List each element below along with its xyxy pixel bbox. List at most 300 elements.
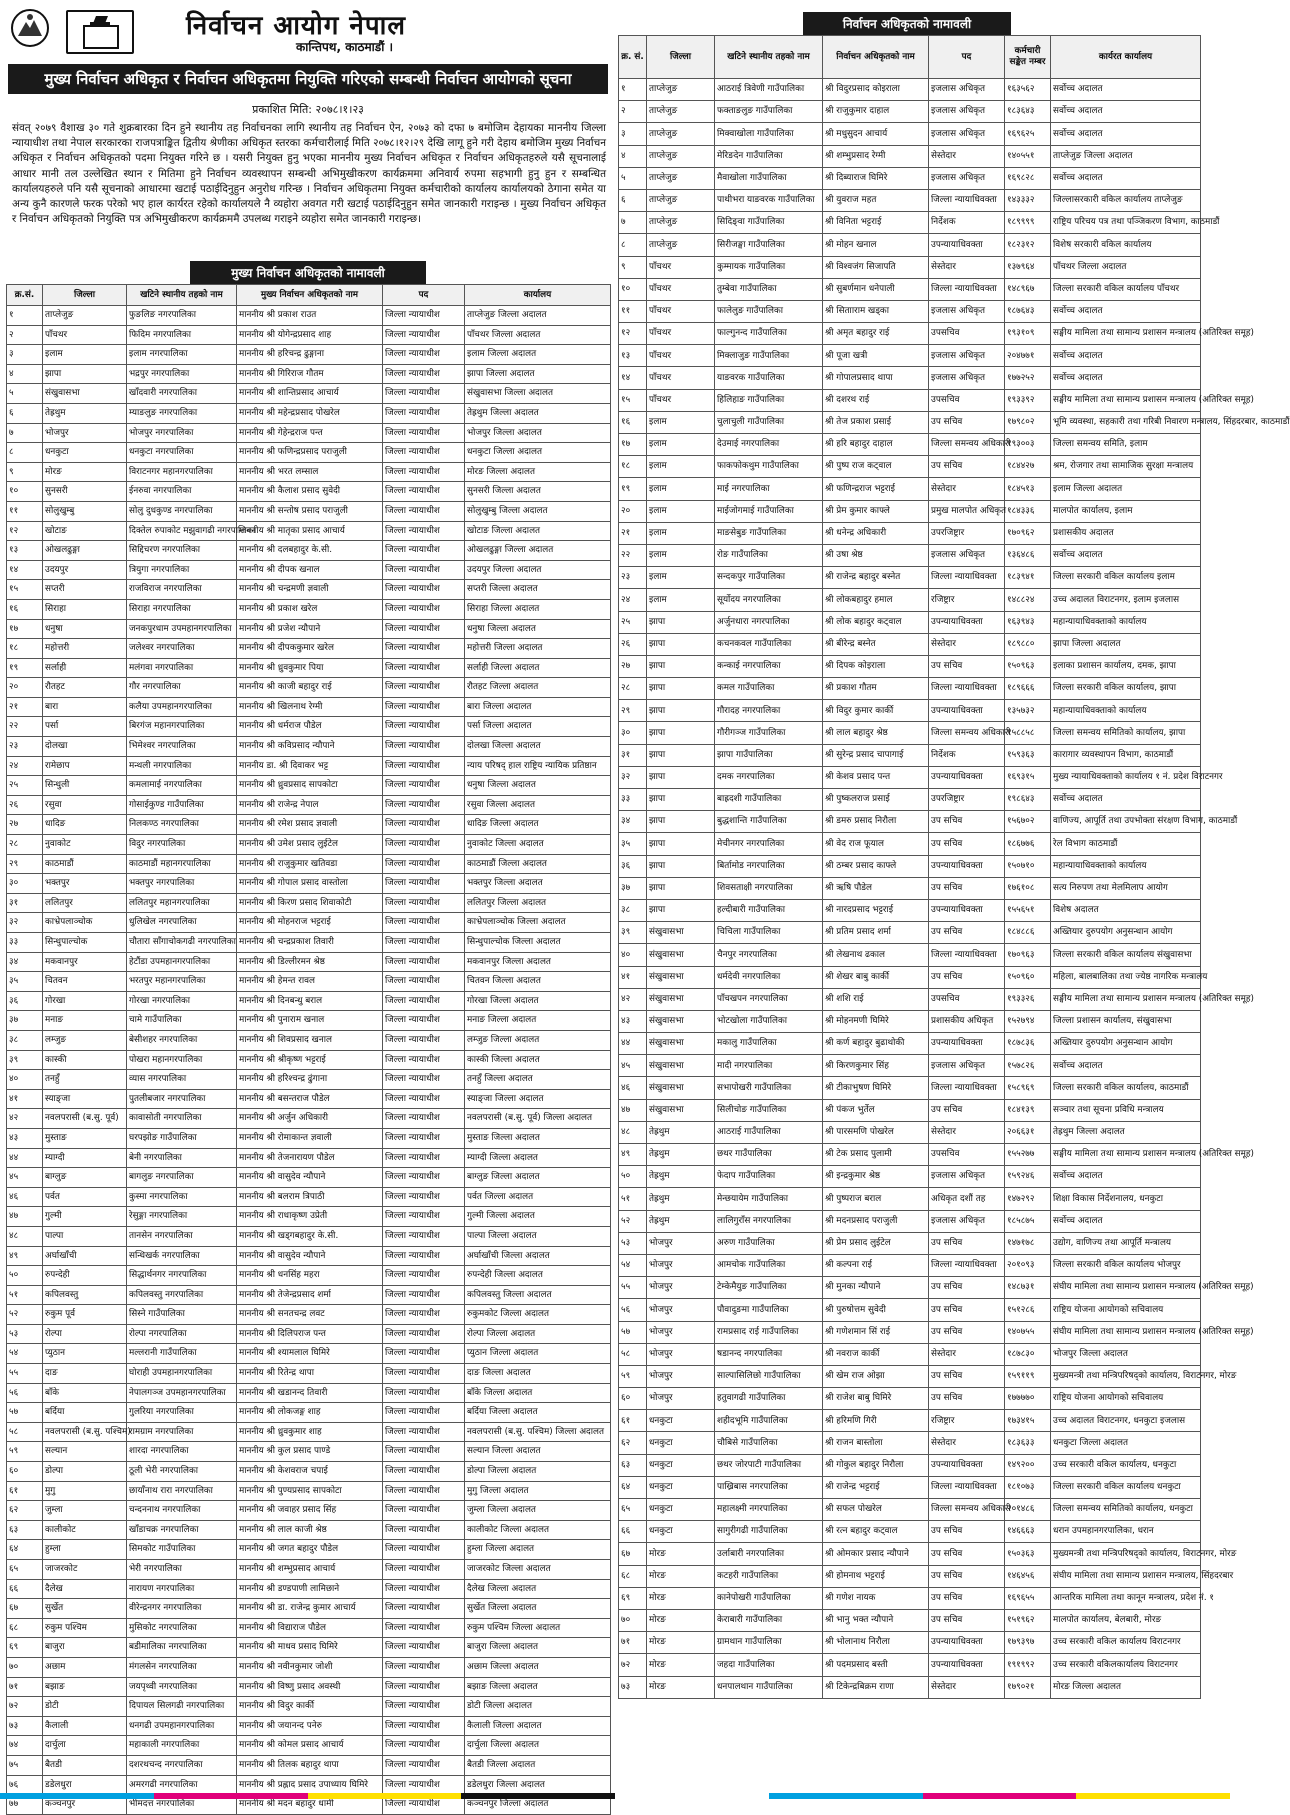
table-cell: इलाम bbox=[43, 345, 127, 365]
table-cell: दैलेख bbox=[43, 1579, 127, 1599]
table-cell: फाकफोकथुम गाउँपालिका bbox=[715, 456, 823, 478]
table-cell: उप सचिव bbox=[929, 1388, 1005, 1410]
table-cell: ४७ bbox=[619, 1099, 647, 1121]
table-cell: माननीय श्री मोहनराज भट्टराई bbox=[237, 913, 383, 933]
table-cell: १८४४२७ bbox=[1005, 456, 1051, 478]
table-row bbox=[619, 345, 1201, 367]
table-cell: श्री टीकाभुषण घिमिरे bbox=[823, 1077, 929, 1099]
table-row bbox=[7, 1657, 611, 1677]
table-cell: झापा bbox=[647, 633, 715, 655]
table-cell: जिल्ला सरकारी वकिल कार्यालय इलाम bbox=[1051, 567, 1201, 589]
table-cell: ३८ bbox=[7, 1030, 43, 1050]
table-cell: १५८९६९ bbox=[1005, 1077, 1051, 1099]
table-cell: सप्तरी bbox=[43, 580, 127, 600]
table-cell: माननीय श्री शिवप्रसाद खनाल bbox=[237, 1030, 383, 1050]
table-row bbox=[7, 1442, 611, 1462]
table-cell: झापा गाउँपालिका bbox=[715, 744, 823, 766]
table-cell: जिल्ला न्यायाधीश bbox=[383, 345, 465, 365]
table-row bbox=[619, 145, 1201, 167]
table-cell: धनुषा bbox=[43, 619, 127, 639]
table-cell: १९८६४३ bbox=[1005, 789, 1051, 811]
table-cell: १६ bbox=[7, 599, 43, 619]
table-cell: दिक्तेल रुपाकोट मझुवागढी नगरपालिका bbox=[127, 521, 237, 541]
table-cell: तनहुँ जिल्ला अदालत bbox=[465, 1070, 611, 1090]
table-cell: श्री मुनका न्यौपाने bbox=[823, 1277, 929, 1299]
table-cell: श्री पंकज भुर्तेल bbox=[823, 1099, 929, 1121]
table-cell: श्री पुरुषोत्तम सुवेदी bbox=[823, 1299, 929, 1321]
table-cell: इलाम bbox=[647, 411, 715, 433]
table-cell: ३२ bbox=[7, 913, 43, 933]
table-cell: काभ्रेपलाञ्चोक जिल्ला अदालत bbox=[465, 913, 611, 933]
table-row bbox=[7, 1305, 611, 1325]
table-cell: ताप्लेजुङ bbox=[647, 189, 715, 211]
table-cell: तुम्बेवा गाउँपालिका bbox=[715, 278, 823, 300]
table-cell: माननीय श्री गोपाल प्रसाद वास्तोला bbox=[237, 874, 383, 894]
table-cell: १३७९६४ bbox=[1005, 256, 1051, 278]
table-cell: श्री उषा श्रेष्ठ bbox=[823, 544, 929, 566]
table-cell: श्री केशव प्रसाद पन्त bbox=[823, 766, 929, 788]
table-cell: ३६ bbox=[619, 855, 647, 877]
table-cell: ठूली भेरी नगरपालिका bbox=[127, 1462, 237, 1482]
table-cell: उपन्यायाधिवक्ता bbox=[929, 855, 1005, 877]
table-cell: जिल्ला न्यायाधीश bbox=[383, 482, 465, 502]
table-cell: सभापोखरी गाउँपालिका bbox=[715, 1077, 823, 1099]
table-cell: २६ bbox=[7, 795, 43, 815]
table-cell: श्री रत्न बहादुर कट्वाल bbox=[823, 1521, 929, 1543]
table-cell: श्री प्रतिम प्रसाद शर्मा bbox=[823, 922, 929, 944]
table-cell: जिल्ला न्यायाधीश bbox=[383, 1364, 465, 1384]
table-cell: जिल्ला न्यायाधीश bbox=[383, 1540, 465, 1560]
org-name: निर्वाचन आयोग नेपाल bbox=[186, 11, 406, 41]
table-cell: भक्तपुर जिल्ला अदालत bbox=[465, 874, 611, 894]
published-date: प्रकाशित मिति: २०७८।१।२३ bbox=[252, 103, 364, 116]
table-row bbox=[7, 1540, 611, 1560]
table-cell: तेह्रथुम bbox=[647, 1166, 715, 1188]
table-cell: ४४ bbox=[7, 1148, 43, 1168]
table-cell: ६४ bbox=[619, 1476, 647, 1498]
table-cell: जिल्ला न्यायाधीश bbox=[383, 991, 465, 1011]
table-cell: उप सचिव bbox=[929, 1299, 1005, 1321]
table-cell: ५२ bbox=[619, 1210, 647, 1232]
header bbox=[6, 4, 610, 60]
table-cell: पाँचथर bbox=[647, 345, 715, 367]
table-cell: जिल्ला न्यायाधीश bbox=[383, 737, 465, 757]
table-cell: माननीय श्री लाल काजी श्रेष्ठ bbox=[237, 1520, 383, 1540]
table-cell: फाल्गुनन्द गाउँपालिका bbox=[715, 323, 823, 345]
table-cell: संखुवासभा bbox=[647, 1033, 715, 1055]
column-header: पद bbox=[383, 285, 465, 306]
table-cell: तनहुँ bbox=[43, 1070, 127, 1090]
table-row bbox=[619, 1210, 1201, 1232]
table-cell: १८ bbox=[619, 456, 647, 478]
table-cell: माननीय श्री धनसिंह महरा bbox=[237, 1266, 383, 1286]
table-cell: श्री लाल बहादुर श्रेष्ठ bbox=[823, 722, 929, 744]
table-cell: पाँचथर bbox=[647, 300, 715, 322]
table-cell: जहदा गाउँपालिका bbox=[715, 1654, 823, 1676]
table-cell: जिल्ला न्यायाधीश bbox=[383, 972, 465, 992]
table-cell: मेन्छयायेम गाउँपालिका bbox=[715, 1188, 823, 1210]
table-cell: श्री पुष्प राज कट्वाल bbox=[823, 456, 929, 478]
table-cell: ओखलढुङ्गा जिल्ला अदालत bbox=[465, 541, 611, 561]
table-cell: दोलखा bbox=[43, 737, 127, 757]
table-cell: श्रम, रोजगार तथा सामाजिक सुरक्षा मन्त्रालय bbox=[1051, 456, 1201, 478]
table-cell: माननीय श्री रोमाकान्त ज्ञवाली bbox=[237, 1128, 383, 1148]
table-cell: मोरङ bbox=[43, 462, 127, 482]
table-cell: पाँचथर जिल्ला अदालत bbox=[1051, 256, 1201, 278]
table-cell: जिल्ला न्यायाधीश bbox=[383, 1383, 465, 1403]
table-cell: माननीय श्री खडानन्द तिवारी bbox=[237, 1383, 383, 1403]
table-cell: ५७ bbox=[7, 1403, 43, 1423]
table-cell: बागलुङ नगरपालिका bbox=[127, 1168, 237, 1188]
table-row bbox=[7, 776, 611, 796]
table-cell: ७१ bbox=[619, 1632, 647, 1654]
table-cell: रजिष्ट्रार bbox=[929, 1410, 1005, 1432]
table-cell: सूर्योदय नगरपालिका bbox=[715, 589, 823, 611]
table-cell: तेह्रथुम bbox=[43, 403, 127, 423]
table-cell: भोजपुर bbox=[647, 1365, 715, 1387]
table-cell: श्री मदनप्रसाद पराजुली bbox=[823, 1210, 929, 1232]
table-cell: महान्यायाधिवक्ताको कार्यालय bbox=[1051, 611, 1201, 633]
table-cell: उप सचिव bbox=[929, 456, 1005, 478]
table-cell: झापा जिल्ला अदालत bbox=[465, 364, 611, 384]
table-row bbox=[619, 633, 1201, 655]
table-cell: १६९६२५ bbox=[1005, 123, 1051, 145]
table-cell: साल्पासिलिछो गाउँपालिका bbox=[715, 1365, 823, 1387]
table-cell: प्युठान जिल्ला अदालत bbox=[465, 1344, 611, 1364]
table-cell: उपन्यायाधिवक्ता bbox=[929, 1632, 1005, 1654]
table-cell: माननीय श्री काजी बहादुर राई bbox=[237, 678, 383, 698]
table-cell: लम्जुङ bbox=[43, 1030, 127, 1050]
table-row bbox=[619, 300, 1201, 322]
table-cell: इलाम bbox=[647, 522, 715, 544]
table-row bbox=[7, 991, 611, 1011]
table-cell: इलाम bbox=[647, 478, 715, 500]
table-cell: धनकुटा bbox=[647, 1521, 715, 1543]
table-cell: श्री होमनाथ भट्टराई bbox=[823, 1565, 929, 1587]
table-cell: जिल्ला न्यायाधीश bbox=[383, 521, 465, 541]
table-row bbox=[619, 234, 1201, 256]
table-cell: उपन्यायाधिवक्ता bbox=[929, 234, 1005, 256]
table-cell: २०१४८६ bbox=[1005, 1499, 1051, 1521]
table-cell: ५३ bbox=[619, 1232, 647, 1254]
table-cell: ७० bbox=[619, 1609, 647, 1631]
table-cell: माननीय श्री लोकजङ्ग शाह bbox=[237, 1403, 383, 1423]
table-cell: माननीय श्री माधव प्रसाद घिमिरे bbox=[237, 1638, 383, 1658]
table-cell: भक्तपुर नगरपालिका bbox=[127, 874, 237, 894]
table-row bbox=[619, 1543, 1201, 1565]
table-cell: माननीय श्री डिल्लीरमन श्रेष्ठ bbox=[237, 952, 383, 972]
table-row bbox=[7, 1109, 611, 1129]
table-row bbox=[619, 411, 1201, 433]
table-cell: झापा bbox=[647, 722, 715, 744]
table-cell: माननीय श्री ध्रुवप्रसाद सापकोटा bbox=[237, 776, 383, 796]
table-cell: आमचोक गाउँपालिका bbox=[715, 1254, 823, 1276]
table-cell: सर्वोच्च अदालत bbox=[1051, 101, 1201, 123]
table-row bbox=[7, 580, 611, 600]
table-cell: १५२७९४ bbox=[1005, 1010, 1051, 1032]
table-cell: सोलुखुम्बु जिल्ला अदालत bbox=[465, 501, 611, 521]
table-cell: १४७२९२ bbox=[1005, 1188, 1051, 1210]
table-cell: ६६ bbox=[619, 1521, 647, 1543]
table-cell: श्री प्रेम कुमार काफ्ले bbox=[823, 500, 929, 522]
table-cell: उपसचिव bbox=[929, 323, 1005, 345]
table-cell: शिवसताक्षी नगरपालिका bbox=[715, 877, 823, 899]
table-row bbox=[619, 1166, 1201, 1188]
table-cell: जिल्ला सरकारी वकिल कार्यालय, काठमाडौं bbox=[1051, 1077, 1201, 1099]
table-cell: ललितपुर जिल्ला अदालत bbox=[465, 893, 611, 913]
table-row bbox=[7, 482, 611, 502]
table-cell: पर्वत bbox=[43, 1187, 127, 1207]
table-cell: माननीय श्री चन्द्रमणी ज्ञवाली bbox=[237, 580, 383, 600]
table-cell: १८७८३६ bbox=[1005, 1033, 1051, 1055]
table-cell: भोजपुर जिल्ला अदालत bbox=[1051, 1343, 1201, 1365]
table-cell: सर्लाही जिल्ला अदालत bbox=[465, 658, 611, 678]
table-cell: १० bbox=[619, 278, 647, 300]
table-cell: सुर्खेत bbox=[43, 1599, 127, 1619]
table-row bbox=[7, 306, 611, 326]
table-cell: सिमकोट गाउँपालिका bbox=[127, 1540, 237, 1560]
table-cell: ताप्लेजुङ bbox=[647, 123, 715, 145]
table-cell: उप सचिव bbox=[929, 877, 1005, 899]
table-cell: उप सचिव bbox=[929, 1365, 1005, 1387]
table-cell: माननीय श्री दिनबन्धु बराल bbox=[237, 991, 383, 1011]
table-cell: जिल्लासरकारी वकिल कार्यालय ताप्लेजुङ bbox=[1051, 189, 1201, 211]
table-cell: उप सचिव bbox=[929, 966, 1005, 988]
table-row bbox=[619, 1099, 1201, 1121]
table-cell: ३३ bbox=[619, 789, 647, 811]
table-cell: भक्तपुर bbox=[43, 874, 127, 894]
table-row bbox=[619, 766, 1201, 788]
table-row bbox=[619, 1277, 1201, 1299]
table-cell: २४ bbox=[619, 589, 647, 611]
table-cell: डोटी bbox=[43, 1697, 127, 1717]
table-cell: पाल्पा जिल्ला अदालत bbox=[465, 1226, 611, 1246]
table-cell: माननीय श्री कुल प्रसाद पाण्डे bbox=[237, 1442, 383, 1462]
table-cell: ६८ bbox=[7, 1618, 43, 1638]
table-cell: श्री मोहन खनाल bbox=[823, 234, 929, 256]
table-cell: जिल्ला न्यायाधिवक्ता bbox=[929, 278, 1005, 300]
table-row bbox=[619, 744, 1201, 766]
table-row bbox=[619, 1632, 1201, 1654]
table-cell: सर्वोच्च अदालत bbox=[1051, 544, 1201, 566]
table-cell: उप सचिव bbox=[929, 1321, 1005, 1343]
table-cell: उच्च सरकारी वकिल कार्यालय विराटनगर bbox=[1051, 1632, 1201, 1654]
table-cell: निर्देशक bbox=[929, 212, 1005, 234]
table-cell: इलाम bbox=[647, 544, 715, 566]
table-cell: जिल्ला न्यायाधीश bbox=[383, 1579, 465, 1599]
table-cell: संखुवासभा bbox=[647, 1077, 715, 1099]
table-cell: रेल विभाग काठमाडौं bbox=[1051, 833, 1201, 855]
table-cell: मल्लरानी गाउँपालिका bbox=[127, 1344, 237, 1364]
table-cell: सेस्तेदार bbox=[929, 478, 1005, 500]
table-cell: माननीय श्री राधाकृष्ण उप्रेती bbox=[237, 1207, 383, 1227]
table-cell: इलाम bbox=[647, 434, 715, 456]
table-cell: माननीय श्री महेन्द्रप्रसाद पोखरेल bbox=[237, 403, 383, 423]
table-cell: जिल्ला न्यायाधीश bbox=[383, 1070, 465, 1090]
table-cell: १८९६६६ bbox=[1005, 678, 1051, 700]
table-cell: १५९११९ bbox=[1005, 1365, 1051, 1387]
table-cell: काठमाडौं bbox=[43, 854, 127, 874]
table-row bbox=[7, 854, 611, 874]
table-cell: फुङलिङ नगरपालिका bbox=[127, 306, 237, 326]
table-cell: गुल्मी bbox=[43, 1207, 127, 1227]
table-cell: श्री शशि राई bbox=[823, 988, 929, 1010]
table-cell: श्री पारसमणि पोखरेल bbox=[823, 1121, 929, 1143]
table-cell: ४५ bbox=[619, 1055, 647, 1077]
table-cell: श्री कल्पना राई bbox=[823, 1254, 929, 1276]
table-cell: बारा bbox=[43, 697, 127, 717]
table-row bbox=[619, 966, 1201, 988]
table-row bbox=[7, 639, 611, 659]
table-cell: उप सचिव bbox=[929, 833, 1005, 855]
table-cell: धर्मदेवी नगरपालिका bbox=[715, 966, 823, 988]
table-cell: उच्च अदालत विराटनगर, धनकुटा इजलास bbox=[1051, 1410, 1201, 1432]
table-cell: श्री प्रेम प्रसाद लुईटेल bbox=[823, 1232, 929, 1254]
table-cell: १४६६६३ bbox=[1005, 1521, 1051, 1543]
table-cell: १७६१०८ bbox=[1005, 877, 1051, 899]
table-row bbox=[7, 1501, 611, 1521]
table-cell: माननीय श्री खड्गबहादुर के.सी. bbox=[237, 1226, 383, 1246]
table-row bbox=[7, 1050, 611, 1070]
table-cell: मुख्य न्यायाधिवक्ताको कार्यालय १ नं. प्रदेश विराटनगर bbox=[1051, 766, 1201, 788]
table-cell: १८६७७६ bbox=[1005, 833, 1051, 855]
print-color-bar bbox=[0, 1793, 1230, 1799]
table-cell: ४ bbox=[7, 364, 43, 384]
table-cell: श्री भोलानाथ निरौला bbox=[823, 1632, 929, 1654]
table-cell: भोजपुर bbox=[647, 1254, 715, 1276]
table-cell: कालीकोट bbox=[43, 1520, 127, 1540]
table-cell: भोजपुर bbox=[647, 1388, 715, 1410]
table-row bbox=[7, 933, 611, 953]
table-row bbox=[619, 79, 1201, 101]
table-cell: उपसचिव bbox=[929, 1144, 1005, 1166]
table-cell: ५१ bbox=[7, 1285, 43, 1305]
table-cell: इजलास अधिकृत bbox=[929, 79, 1005, 101]
table-row bbox=[7, 717, 611, 737]
table-row bbox=[7, 1716, 611, 1736]
table-cell: झापा जिल्ला अदालत bbox=[1051, 633, 1201, 655]
table-cell: ४८ bbox=[7, 1226, 43, 1246]
table-row bbox=[7, 972, 611, 992]
table-cell: विशेष सरकारी वकिल कार्यालय bbox=[1051, 234, 1201, 256]
table-cell: राष्ट्रिय परिचय पत्र तथा पञ्जिकरण विभाग, काठमाडौं bbox=[1051, 212, 1201, 234]
table-cell: सर्लाही bbox=[43, 658, 127, 678]
table-cell: चामे गाउँपालिका bbox=[127, 1011, 237, 1031]
table-cell: इजलास अधिकृत bbox=[929, 1166, 1005, 1188]
table-cell: श्री हरिमणि गिरी bbox=[823, 1410, 929, 1432]
table-cell: ५३ bbox=[7, 1324, 43, 1344]
table-cell: मादी नगरपालिका bbox=[715, 1055, 823, 1077]
table-cell: बेसीशहर नगरपालिका bbox=[127, 1030, 237, 1050]
table-cell: माननीय श्री प्रजेश न्यौपाने bbox=[237, 619, 383, 639]
table-cell: इलाम नगरपालिका bbox=[127, 345, 237, 365]
table-cell: नुवाकोट bbox=[43, 835, 127, 855]
table-row bbox=[7, 1462, 611, 1482]
table-cell: जिल्ला न्यायाधीश bbox=[383, 1403, 465, 1423]
table-cell: ६३ bbox=[7, 1520, 43, 1540]
table-cell: सर्वोच्च अदालत bbox=[1051, 1166, 1201, 1188]
table-cell: मोरङ bbox=[647, 1565, 715, 1587]
table-cell: गोसाईकुण्ड गाउँपालिका bbox=[127, 795, 237, 815]
table-cell: धनकुटा bbox=[647, 1454, 715, 1476]
table-row bbox=[619, 367, 1201, 389]
table-cell: ३२ bbox=[619, 766, 647, 788]
table-header-row bbox=[619, 36, 1201, 79]
table-cell: दार्चुला bbox=[43, 1736, 127, 1756]
table-cell: मोरङ bbox=[647, 1654, 715, 1676]
table-cell: जिल्ला न्यायाधीश bbox=[383, 1501, 465, 1521]
table-cell: नवलपरासी (ब.सु. पूर्व) जिल्ला अदालत bbox=[465, 1109, 611, 1129]
table-cell: १६९६५५ bbox=[1005, 1587, 1051, 1609]
election-officers-table bbox=[618, 35, 1290, 1699]
table-cell: माननीय श्री वासुदेव न्यौपाने bbox=[237, 1246, 383, 1266]
table-cell: मिक्वाखोला गाउँपालिका bbox=[715, 123, 823, 145]
table-cell: माननीय श्री नवीनकुमार जोशी bbox=[237, 1657, 383, 1677]
table-row bbox=[7, 1089, 611, 1109]
table-cell: सेस्तेदार bbox=[929, 145, 1005, 167]
table-cell: श्री पूजा खत्री bbox=[823, 345, 929, 367]
table-cell: सिरीजङ्घा गाउँपालिका bbox=[715, 234, 823, 256]
table-cell: जिल्ला न्यायाधीश bbox=[383, 893, 465, 913]
table-row bbox=[7, 1755, 611, 1775]
table-cell: जिल्ला न्यायाधीश bbox=[383, 1226, 465, 1246]
notice-page bbox=[6, 4, 1290, 1810]
table-cell: ५५ bbox=[619, 1277, 647, 1299]
table-row bbox=[619, 389, 1201, 411]
table-cell: ४५ bbox=[7, 1168, 43, 1188]
table-cell: ललितपुर bbox=[43, 893, 127, 913]
table-cell: जिल्ला न्यायाधीश bbox=[383, 1109, 465, 1129]
table-cell: ५९ bbox=[619, 1365, 647, 1387]
table-cell: रौतहट जिल्ला अदालत bbox=[465, 678, 611, 698]
table-cell: १७७२५२ bbox=[1005, 367, 1051, 389]
table-row bbox=[619, 1254, 1201, 1276]
table-cell: २५ bbox=[619, 611, 647, 633]
table-cell: जिल्ला न्यायाधिवक्ता bbox=[929, 567, 1005, 589]
table-cell: जिल्ला न्यायाधीश bbox=[383, 1030, 465, 1050]
table-cell: अधिकृत दशौं तह bbox=[929, 1188, 1005, 1210]
table-cell: स्याङ्जा bbox=[43, 1089, 127, 1109]
table-cell: १४८९६७ bbox=[1005, 278, 1051, 300]
table-cell: ५९ bbox=[7, 1442, 43, 1462]
table-cell: संघीय मामिला तथा सामान्य प्रशासन मन्त्रालय (अतिरिक्त समूह) bbox=[1051, 1321, 1201, 1343]
table-cell: सेस्तेदार bbox=[929, 1676, 1005, 1698]
table-cell: २०१०९३ bbox=[1005, 1254, 1051, 1276]
table-cell: डडेलधुरा bbox=[43, 1775, 127, 1795]
table-cell: गोरखा नगरपालिका bbox=[127, 991, 237, 1011]
table-cell: पाँचथर bbox=[647, 323, 715, 345]
table-cell: ६७ bbox=[7, 1599, 43, 1619]
table-cell: जिल्ला न्यायाधीश bbox=[383, 835, 465, 855]
table-cell: ४२ bbox=[619, 988, 647, 1010]
table-cell: २२ bbox=[619, 544, 647, 566]
table-cell: कालीकोट जिल्ला अदालत bbox=[465, 1520, 611, 1540]
table-cell: अमरगढी नगरपालिका bbox=[127, 1775, 237, 1795]
table-cell: जिल्ला न्यायाधीश bbox=[383, 364, 465, 384]
table-cell: माननीय श्री अर्जुन अधिकारी bbox=[237, 1109, 383, 1129]
table-cell: बडीमालिका नगरपालिका bbox=[127, 1638, 237, 1658]
table-cell: इजलास अधिकृत bbox=[929, 367, 1005, 389]
table-cell: २०६६३१ bbox=[1005, 1121, 1051, 1143]
table-cell: ६५ bbox=[619, 1499, 647, 1521]
table-row bbox=[619, 700, 1201, 722]
table-cell: श्री नवराज कार्की bbox=[823, 1343, 929, 1365]
table-cell: १८५८७५ bbox=[1005, 1210, 1051, 1232]
table-cell: मुगु जिल्ला अदालत bbox=[465, 1481, 611, 1501]
table-cell: सङ्घीय मामिला तथा सामान्य प्रशासन मन्त्रालय (अतिरिक्त समूह) bbox=[1051, 389, 1201, 411]
table-cell: सिन्धुली bbox=[43, 776, 127, 796]
table-cell: मोरङ जिल्ला अदालत bbox=[1051, 1676, 1201, 1698]
